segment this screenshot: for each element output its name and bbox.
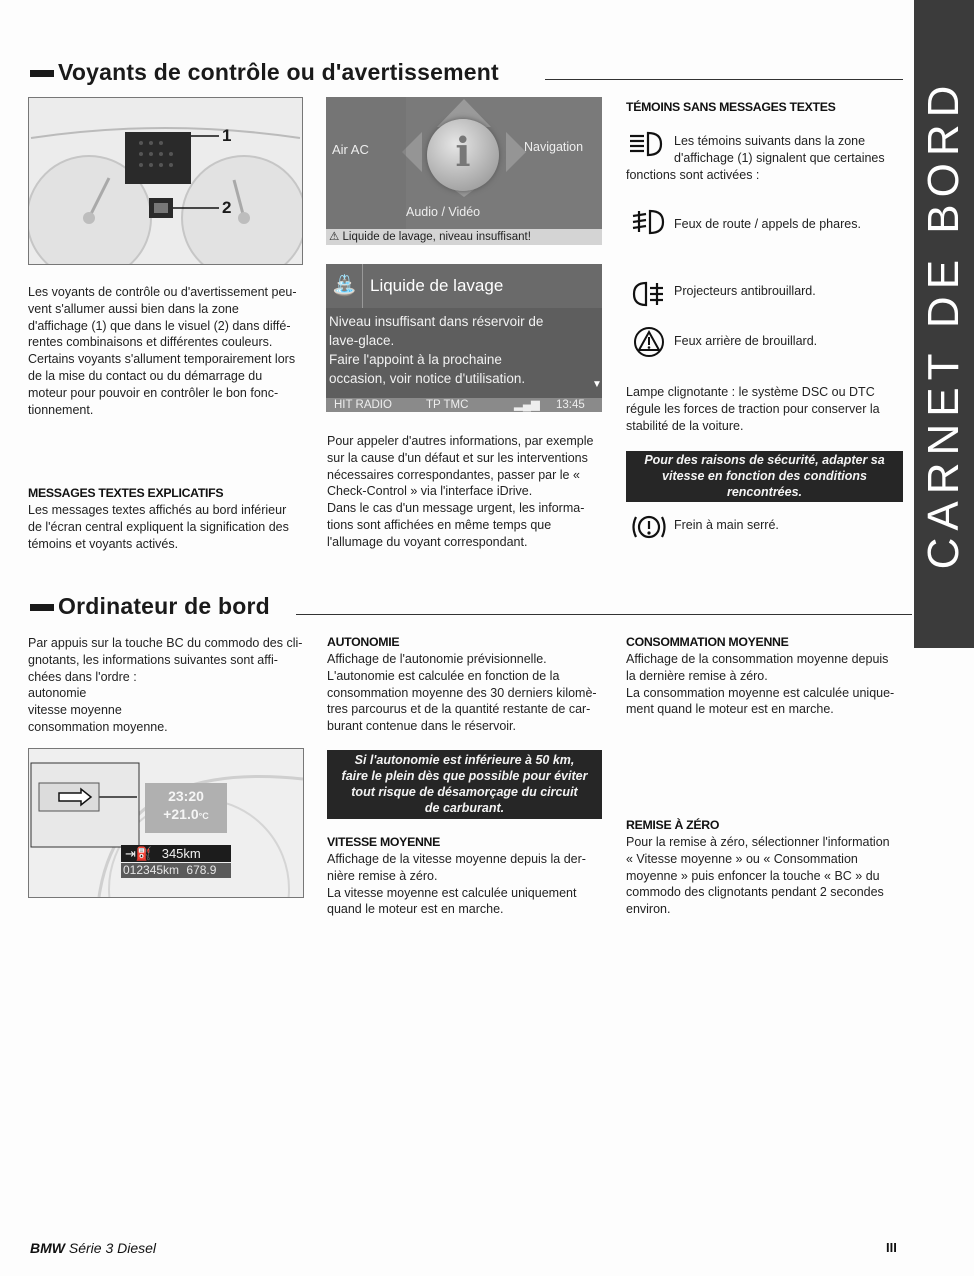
idrive-alert-bar: [326, 229, 602, 245]
low-beam-icon: [628, 130, 664, 158]
remise-heading: REMISE À ZÉRO: [626, 818, 720, 832]
odometer-display: [121, 863, 231, 878]
messages-paragraph: Les messages textes affichés au bord inférieur de l'écran central expliquent la signification des témoins et voyants activés.: [28, 503, 289, 551]
display-odometer: 012345km: [123, 863, 180, 877]
range-display: [121, 845, 231, 862]
vitesse-paragraph: Affichage de la vitesse moyenne depuis la der- nière remise à zéro. La vitesse moyenne est calculée uniquement quand le moteur est en marche.: [327, 852, 586, 917]
display-temp: +21.0: [163, 806, 199, 822]
check-control-paragraph: Pour appeler d'autres informations, par exemple sur la cause d'un défaut et sur les interventions nécessaires correspondantes, passer par le « Check-Control » via l'interface iDrive. Dans le cas d'un message urgent, les informa- tions sont affichées en même temps que l'allumage du voyant correspondant.: [327, 434, 594, 549]
idrive-info-button[interactable]: [427, 119, 499, 191]
instrument-cluster-figure: [28, 97, 303, 265]
front-fog-icon: [630, 280, 668, 308]
callout-1: 1: [222, 126, 232, 145]
idrive-air-ac[interactable]: Air AC: [332, 142, 369, 157]
instrument-cluster-drawing: [29, 98, 302, 264]
section-title-ordinateur: Ordinateur de bord: [30, 593, 270, 620]
page-number: III: [886, 1240, 897, 1255]
idrive-alert-text: Liquide de lavage, niveau insuffisant!: [342, 231, 531, 243]
item-label-front-fog: Projecteurs antibrouillard.: [674, 284, 816, 298]
scroll-down-icon[interactable]: ▼: [592, 379, 602, 390]
temoins-intro-1: Les témoins suivants dans la zone d'affichage (1) signalent que certaines: [674, 134, 885, 165]
info-icon: i: [455, 129, 471, 176]
footer-brand: BMW: [30, 1240, 65, 1256]
remise-paragraph: Pour la remise à zéro, sélectionner l'information « Vitesse moyenne » ou « Consommation moyenne » puis enfoncer la touche « BC » du commodo des clignotants pendant 2 secondes environ.: [626, 835, 890, 917]
high-beam-icon: [630, 208, 668, 236]
dsc-paragraph: Lampe clignotante : le système DSC ou DTC régule les forces de traction pour conserver la stabilité de la voiture.: [626, 385, 880, 433]
cc-status-bar: HIT RADIO TP TMC ▂▄▆ 13:45: [326, 398, 602, 412]
display-trip: 678.9: [186, 863, 217, 877]
handbrake-label: Frein à main serré.: [674, 518, 779, 532]
washer-fluid-icon: ⛲: [332, 275, 357, 297]
temoins-heading: TÉMOINS SANS MESSAGES TEXTES: [626, 100, 836, 114]
autonomie-paragraph: Affichage de l'autonomie prévisionnelle. L'autonomie est calculée en fonction de la consommation moyenne des 30 derniers kilomè- tres parcourus et de la quantité restante de car- burant contenue dans le réservoir.: [327, 652, 597, 734]
onboard-computer-figure: [28, 748, 304, 898]
callout-2: 2: [222, 198, 232, 217]
idrive-audio-video[interactable]: Audio / Vidéo: [406, 205, 481, 219]
autonomie-banner: Si l'autonomie est inférieure à 50 km, faire le plein dès que possible pour éviter tout risque de désamorçage du circuit de carburant.: [327, 750, 602, 819]
display-time: 23:20: [168, 788, 204, 804]
signal-icon: ▂▄▆: [514, 399, 540, 411]
title-rule-2: [296, 614, 912, 615]
item-label-rear-fog: Feux arrière de brouillard.: [674, 334, 818, 348]
warning-triangle-icon: ⚠: [329, 231, 340, 243]
sidebar-title: CARNET DE BORD: [919, 78, 968, 570]
section-title-voyants: Voyants de contrôle ou d'avertissement: [30, 59, 499, 86]
temoins-intro-2: fonctions sont activées :: [626, 168, 760, 182]
title-rule: [545, 79, 903, 80]
idrive-navigation[interactable]: Navigation: [524, 140, 584, 154]
voyants-paragraph: Les voyants de contrôle ou d'avertissement peu- vent s'allumer aussi bien dans la zone d'affichage (1) que dans le visuel (2) dans diffé- rentes combinaisons et différentes couleurs. Certains voyants s'allument temporairement lors de la mise du contact ou du démarrage du moteur pour pouvoir en contrôler le bon fonc- tionnement.: [28, 285, 297, 417]
item-label-high-beam: Feux de route / appels de phares.: [674, 217, 861, 231]
autonomie-heading: AUTONOMIE: [327, 635, 400, 649]
display-range: 345km: [161, 846, 201, 861]
handbrake-icon: [630, 512, 668, 542]
rear-fog-icon: [632, 326, 666, 358]
messages-heading: MESSAGES TEXTES EXPLICATIFS: [28, 486, 224, 500]
cc-title: Liquide de lavage: [370, 276, 504, 295]
conso-paragraph: Affichage de la consommation moyenne depuis la dernière remise à zéro. La consommation moyenne est calculée unique- ment quand le moteur est en marche.: [626, 652, 895, 717]
cc-message: Niveau insuffisant dans réservoir de lave-glace. Faire l'appoint à la prochaine occasion, voir notice d'utilisation.: [329, 314, 544, 386]
vitesse-heading: VITESSE MOYENNE: [327, 835, 441, 849]
idrive-menu-screen: [326, 97, 602, 245]
safety-banner: Pour des raisons de sécurité, adapter sa vitesse en fonction des conditions rencontrées.: [626, 451, 903, 502]
footer-model: BMW Série 3 Diesel: [30, 1240, 157, 1256]
ordinateur-paragraph: Par appuis sur la touche BC du commodo des cli- gnotants, les informations suivantes sont affi- chées dans l'ordre : autonomie vitesse moyenne consommation moyenne.: [28, 636, 303, 734]
check-control-screen: [326, 264, 602, 412]
conso-heading: CONSOMMATION MOYENNE: [626, 635, 789, 649]
display-temp-unit: °C: [198, 811, 209, 821]
fuel-pump-icon: ⇥⛽: [125, 846, 153, 861]
